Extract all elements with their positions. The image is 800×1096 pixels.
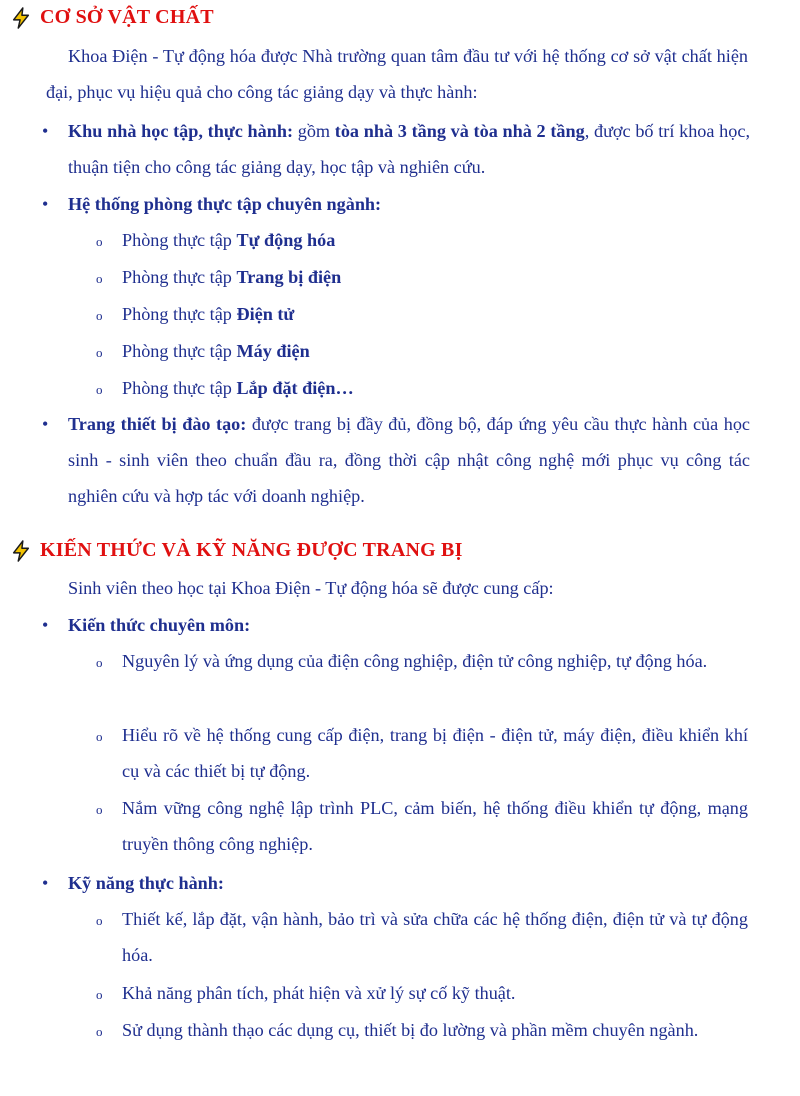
section-heading-facilities [10, 6, 214, 29]
sub-bullet: o [96, 655, 103, 670]
sub-bullet: o [96, 913, 103, 928]
bullet-item-equipment: • Trang thiết bị đào tạo: được trang bị đầy đủ, đồng bộ, đáp ứng yêu cầu thực hành của học sinh - sinh viên theo chuẩn đầu ra, đồng thời cập nhật công nghệ mới phục vụ công tác nghiên cứu và hợp tác với doanh nghiệp. [68, 406, 750, 514]
sub-bullet: o [96, 271, 103, 286]
lab-list-item: o Phòng thực tập Lắp đặt điện… [122, 370, 742, 406]
knowledge-list-item: o Nắm vững công nghệ lập trình PLC, cảm biến, hệ thống điều khiển tự động, mạng truyền thông công nghiệp. [122, 790, 748, 862]
sub-bullet: o [96, 308, 103, 323]
lab-list-item: o Phòng thực tập Tự động hóa [122, 222, 742, 258]
intro-paragraph: Khoa Điện - Tự động hóa được Nhà trường quan tâm đầu tư với hệ thống cơ sở vật chất hiện đại, phục vụ hiệu quả cho công tác giảng dạy và thực hành: [46, 46, 748, 102]
bullet-item-labs: • Hệ thống phòng thực tập chuyên ngành: [68, 186, 750, 222]
bullet-dot: • [42, 121, 49, 141]
sub-bullet: o [96, 382, 103, 397]
bullet-dot: • [42, 414, 49, 434]
sub-bullet: o [96, 234, 103, 249]
knowledge-list-item: o Hiểu rõ về hệ thống cung cấp điện, trang bị điện - điện tử, máy điện, điều khiển khí cụ và các thiết bị tự động. [122, 717, 748, 789]
section-title: KIẾN THỨC VÀ KỸ NĂNG ĐƯỢC TRANG BỊ [40, 539, 463, 561]
lab-list-item: o Phòng thực tập Trang bị điện [122, 259, 742, 295]
skills-list-item: o Thiết kế, lắp đặt, vận hành, bảo trì và sửa chữa các hệ thống điện, điện tử và tự động hóa. [122, 901, 748, 973]
bullet-dot: • [42, 194, 49, 214]
bullet-item-skills: • Kỹ năng thực hành: [68, 865, 750, 901]
lab-list-item: o Phòng thực tập Điện tử [122, 296, 742, 332]
sub-bullet: o [96, 802, 103, 817]
bullet-item-buildings: • Khu nhà học tập, thực hành: gồm tòa nhà 3 tầng và tòa nhà 2 tầng, được bố trí khoa học, thuận tiện cho công tác giảng dạy, học tập và nghiên cứu. [68, 113, 750, 185]
lab-list-item: o Phòng thực tập Máy điện [122, 333, 742, 369]
bullet-dot: • [42, 615, 49, 635]
bullet-dot: • [42, 873, 49, 893]
section-title: CƠ SỞ VẬT CHẤT [40, 6, 214, 28]
lightning-bolt-icon [10, 7, 32, 29]
lightning-bolt-icon [10, 540, 32, 562]
skills-list-item: o Khả năng phân tích, phát hiện và xử lý sự cố kỹ thuật. [122, 975, 748, 1011]
sub-bullet: o [96, 987, 103, 1002]
knowledge-list-item: o Nguyên lý và ứng dụng của điện công nghiệp, điện tử công nghiệp, tự động hóa. [122, 643, 748, 679]
section-heading-knowledge-skills [10, 539, 463, 562]
bullet-item-knowledge: • Kiến thức chuyên môn: [68, 607, 750, 643]
intro-paragraph: Sinh viên theo học tại Khoa Điện - Tự động hóa sẽ được cung cấp: [68, 578, 554, 598]
sub-bullet: o [96, 345, 103, 360]
sub-bullet: o [96, 1024, 103, 1039]
skills-list-item: o Sử dụng thành thạo các dụng cụ, thiết bị đo lường và phần mềm chuyên ngành. [122, 1012, 748, 1048]
sub-bullet: o [96, 729, 103, 744]
